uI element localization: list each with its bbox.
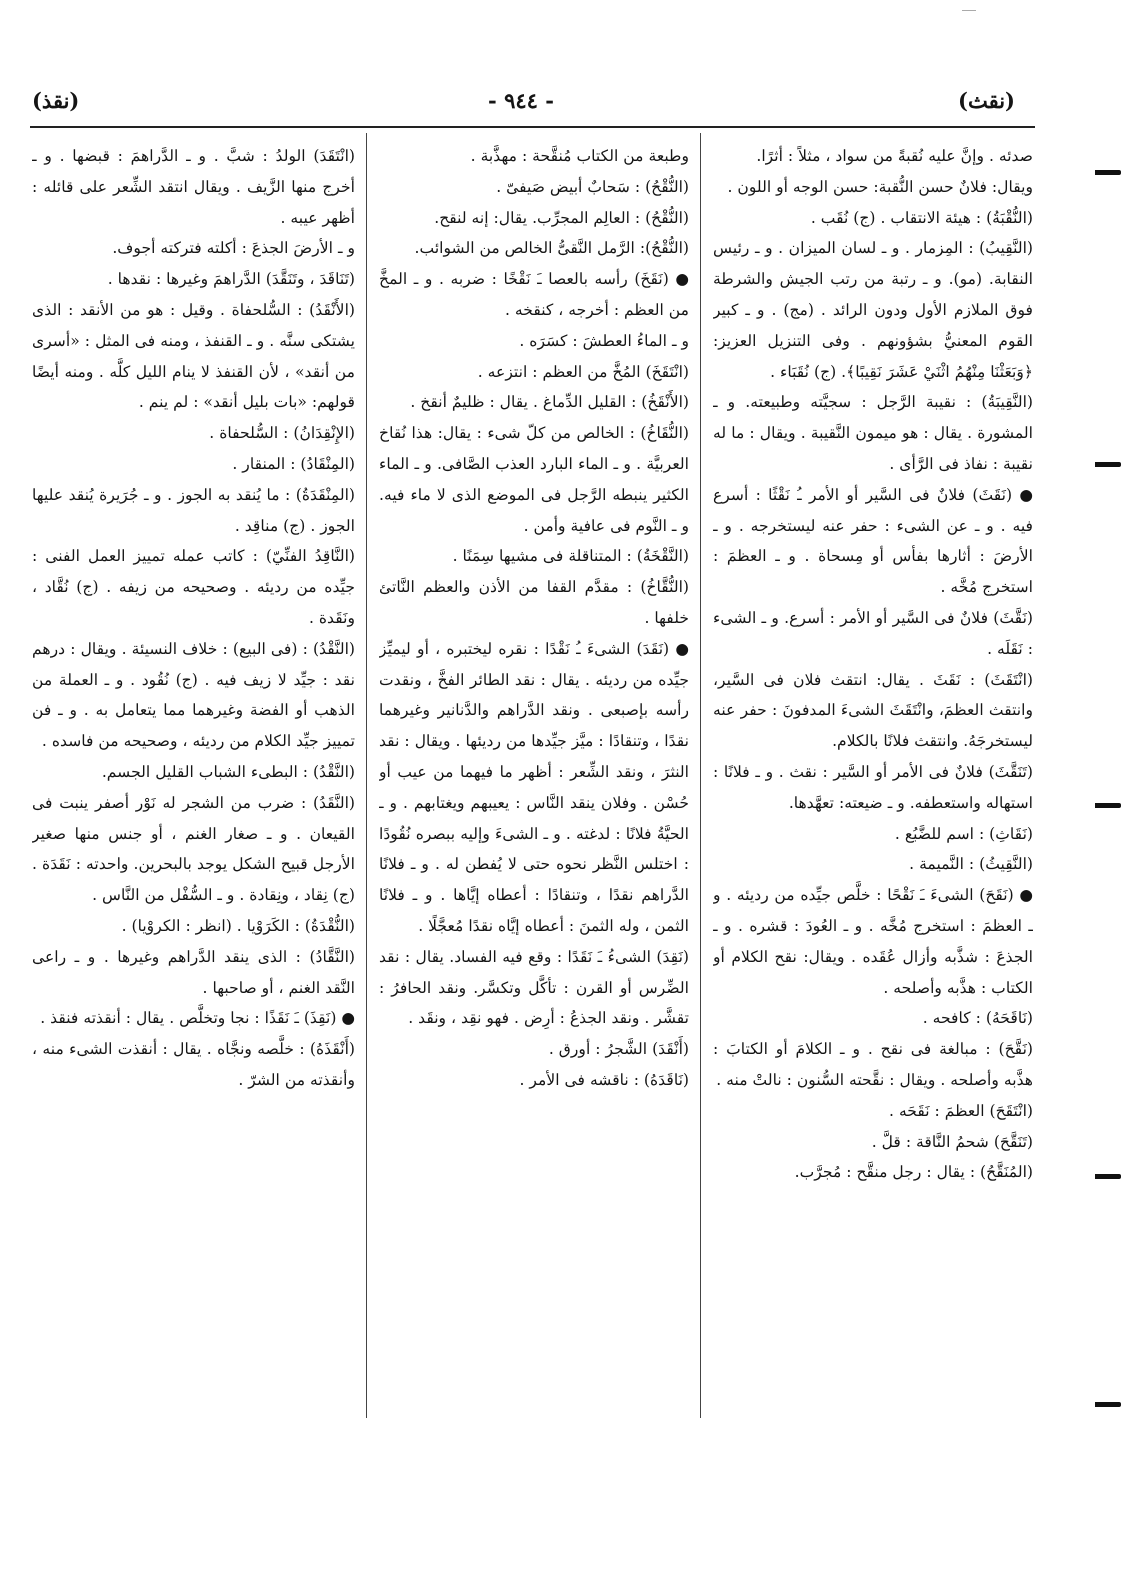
page-header — [0, 88, 1121, 124]
dictionary-entry: (انْتَقَخَ) المُخَّ من العظم : انتزعه . — [477, 362, 689, 381]
margin-marker — [1095, 1174, 1121, 1179]
dictionary-entry: (أَنْقَذَهُ) : خلَّصه ونجَّاه . يقال : أنقذت الشىء منه ، وأنقذته من الشرّ . — [32, 1040, 355, 1089]
dictionary-entry: (النَّقِيبَةُ) : نقيبة الرَّجل : سجيَّته وطبيعته. و ـ المشورة . يقال : هو ميمون النَّقيبة . ويقال : ما له نقيبة : نفاذ فى الرَّأى . — [713, 393, 1033, 473]
dictionary-entry: (النَّقِيبُ) : المِزمار . و ـ لسان الميزان . و ـ رئيس النقابة. (مو). و ـ رتبة من رتب الجيش والشرطة فوق الملازم الأول ودون الرائد . (مج) . و ـ كبير القوم المعنيُّ بشؤونهم . وفى التنزيل العزيز: ﴿وَبَعَثْنَا مِنْهُمُ اثْنَيْ عَشَرَ نَقِيبًا﴾. (ج) نُقَبَاء . — [713, 239, 1033, 381]
dictionary-entry: (تَنَقَّثَ) فلانٌ فى الأمر أو السَّير : نقث . و ـ فلانًا : استهاله واستعطفه. و ـ ضيعته: تعهَّدها. — [713, 762, 1033, 812]
dictionary-entry: (نَقَاثِ) : اسم للضَّبُع . — [894, 824, 1033, 843]
margin-marker — [1095, 803, 1121, 808]
dictionary-entry: (المِنْقَدَةُ) : ما يُنقد به الجوز . و ـ جُرَيرة يُنقد عليها الجوز . (ج) مناقِد . — [32, 485, 355, 535]
dictionary-entry: ● (نَقَخَ) رأسه بالعصا ـَ نَقْخًا : ضربه . و ـ المخَّ من العظم : أخرجه ، كنقخه . — [379, 270, 689, 319]
dictionary-entry: (النَّقَّادُ) : الذى ينقد الدَّراهم وغيرها . و ـ راعى النَّقد الغنم ، أو صاحبها . — [32, 947, 355, 997]
dictionary-entry: (النُّقْدَةُ) : الكَرَوْيا . (انظر : الكروْيا) . — [121, 916, 355, 935]
column-divider-1 — [700, 133, 702, 1418]
dictionary-entry: ويقال: فلانٌ حسن النُّقبة: حسن الوجه أو اللون . — [727, 177, 1033, 196]
dictionary-entry: ● (نَقَثَ) فلانٌ فى السَّير أو الأمر ـُ نَقْثًا : أسرع فيه . و ـ عن الشىء : حفر عنه ليستخرجه . و ـ الأرضَ : أثارها بفأس أو مِسحاة . و ـ العظمَ : استخرج مُخَّه . — [713, 485, 1033, 597]
dictionary-entry: (أَنْقَدَ) الشَّجرُ : أورق . — [548, 1040, 689, 1059]
dictionary-entry: وطبعة من الكتاب مُنقَّحة : مهذَّبة . — [470, 147, 689, 165]
dictionary-entry: (نَقَّحَ) : مبالغة فى نقح . و ـ الكلامَ أو الكتابَ : هذَّبه وأصلحه . ويقال : نقَّحته السُّنون : نالتْ منه . — [713, 1040, 1033, 1089]
dictionary-entry: (النَّقْدُ) : (فى البيع) : خلاف النسيئة . ويقال : درهم نقد : جيِّد لا زيف فيه . (ج) نُقُود . و ـ العملة من الذهب أو الفضة وغيرهما مما يتعامل به . و ـ فن تمييز جيِّد الكلام من رديئه ، وصحيحه من فاسده . — [32, 639, 355, 751]
header-rule — [30, 126, 1035, 128]
dictionary-entry: (النَّقِيثُ) : النَّميمة . — [909, 855, 1033, 874]
margin-marker — [1095, 1402, 1121, 1407]
corner-tick — [962, 0, 976, 11]
dictionary-entry: (انْتَقَحَ) العظمَ : نَقَحَه . — [889, 1101, 1033, 1120]
dictionary-entry: (الإِنْقِدَانُ) : السُّلحفاة . — [209, 424, 355, 443]
dictionary-entry: (النَّقْخَةُ) : المتناقلة فى مشيها سِمَنًا . — [452, 547, 689, 566]
dictionary-entry: ● (نَقَدَ) الشىءَ ـُ نَقْدًا : نقره ليختبره ، أو ليميِّز جيِّده من رديئه . يقال : نقد الطائر الفخَّ ، ونقدت رأسه بإصبعى . ونقد الدَّراهم والدَّنانير وغيرهما نقدًا ، وتنقادًا : ميَّز جيِّدها من رديئها . ويقال : نقد النثرَ ، ونقد الشِّعر : أظهر ما فيهما من عيب أو حُسْن . وفلان ينقد النَّاس : يعيبهم ويغتابهم . و ـ الحيَّةُ فلانًا : لدغته . و ـ الشىءَ وإليه ببصره نُقُودًا : اختلس النَّظر نحوه حتى لا يُفطن له . و ـ فلانًا الدَّراهم نقدًا ، وتنقادًا : أعطاه إيَّاها . و ـ فلانًا الثمن ، وله الثمنَ : أعطاه إيَّاه نقدًا مُعجَّلًا . — [379, 639, 689, 935]
running-head-right: (نقث) — [958, 88, 1015, 113]
dictionary-entry: (المِنْقَادُ) : المنقار . — [232, 454, 355, 473]
column-left — [32, 141, 355, 1413]
dictionary-entry: (النُّقْحُ) : سَحابٌ أبيض صَيفىّ . — [496, 177, 689, 196]
dictionary-entry: (النُّقَّاخُ) : مقدَّم القفا من الأذن والعظم النَّاتئ خلفها . — [379, 578, 689, 627]
margin-marker — [1095, 170, 1121, 175]
dictionary-entry: صدئه . وإنَّ عليه نُقبةً من سواد ، مثلاً : أثرًا. — [756, 147, 1033, 165]
dictionary-entry: (الأَنْقَدُ) : السُّلحفاة . وقيل : هو من الأنقد : الذى يشتكى سنَّه . و ـ القنفذ ، ومنه فى المثل : «أسرى من أنقد» ، لأن القنفذ لا ينام الليل كلَّه . ومنه أيضًا قولهم: «بات بليل أنقد» : لم ينم . — [32, 300, 355, 412]
dictionary-entry: (نَقِدَ) الشىءُ ـَ نَقَدًا : وقع فيه الفساد. يقال : نقد الضِّرس أو القرن : تأكَّل وتكسَّر. ونقد الحافرُ : تقشَّر . ونقد الجذعُ : أرِض . فهو نقِد ، ونقَد . — [379, 947, 689, 1028]
dictionary-entry: (نَاقَحَهُ) : كافحه . — [922, 1009, 1033, 1028]
dictionary-entry: (انْتَقَثَ) : نَقَثَ . يقال: انتقث فلان فى السَّير، وانتقث العظمَ، وانْتَقَثَ الشىءَ المدفونَ : حفر عنه ليستخرجَهُ. وانتقث فلانًا بالكلام. — [713, 670, 1033, 751]
column-divider-2 — [366, 133, 368, 1418]
column-middle — [379, 141, 689, 1413]
dictionary-entry: (نَقَّثَ) فلانٌ فى السَّير أو الأمر : أسرع. و ـ الشىء : نَقَلَه . — [713, 608, 1033, 658]
dictionary-entry: (النُّقْبَةُ) : هيئة الانتقاب . (ج) نُقَب . — [810, 208, 1033, 227]
margin-marker — [1095, 462, 1121, 467]
dictionary-entry: (تَنَقَّحَ) شحمُ النَّاقة : قلَّ . — [871, 1132, 1033, 1151]
dictionary-entry: (النُّقَاخُ) : الخالص من كلّ شىء : يقال: هذا نُقاخ العربيَّة . و ـ الماء البارد العذب الصَّافى. و ـ الماء الكثير ينبطه الرَّجل فى الموضع الذى لا ماء فيه. و ـ النَّوم فى عافية وأمن . — [379, 424, 689, 535]
dictionary-entry: و ـ الماءُ العطشَ : كسَرَه . — [519, 331, 689, 350]
dictionary-entry: (النَّاقِدُ الفنِّيّ) : كاتب عمله تمييز العمل الفنى : جيِّده من رديئه . وصحيحه من زيفه . (ج) نُقَّاد ، ونَقَدة . — [32, 547, 355, 627]
dictionary-entry: (تَنَاقَدَ ، وتَنَقَّدَ) الدَّراهمَ وغيرها : نقدها . — [107, 270, 355, 289]
dictionary-entry: (نَاقَدَهُ) : ناقشه فى الأمر . — [519, 1070, 689, 1089]
dictionary-entry: (الأَنْقَخُ) : القليل الدِّماغ . يقال : ظليمٌ أنقخ . — [410, 393, 689, 412]
dictionary-entry: (النَّقَدُ) : ضرب من الشجر له نَوْر أصفر ينبت فى القيعان . و ـ صغار الغنم ، أو جنس منها صغير الأرجل قبيح الشكل يوجد بالبحرين. واحدته : نَقَدَة . (ج) نِقاد ، ونِقادة . و ـ السُّفْل من النَّاس . — [32, 793, 355, 905]
dictionary-entry: (انْتَقَدَ) الولدُ : شبَّ . و ـ الدَّراهمَ : قبضها . و ـ أخرج منها الزَّيف . ويقال انتقد الشِّعر على قائله : أظهر عيبه . — [32, 147, 355, 227]
dictionary-entry: (النُّقْحُ) : العالِم المجرِّب. يقال: إنه لنقح. — [434, 208, 689, 227]
dictionary-entry: (النَّقْدُ) : البطىء الشباب القليل الجسم. — [101, 762, 355, 781]
dictionary-entry: ● (نَقَحَ) الشىءَ ـَ نَقْحًا : خلَّص جيِّده من رديئه . و ـ العظمَ : استخرج مُخَّه . و ـ العُودَ : قشره . و ـ الجذعَ : شذَّبه وأزال عُقَده . ويقال: نقح الكلام أو الكتاب : هذَّبه وأصلحه . — [713, 886, 1033, 997]
dictionary-entry: (المُنَقَّحُ) : يقال : رجل منقَّح : مُجرَّب. — [794, 1163, 1033, 1182]
dictionary-entry: و ـ الأرضَ الجذعَ : أكلته فتركته أجوف. — [112, 239, 355, 258]
column-right — [713, 141, 1033, 1413]
running-head-left: (نقذ) — [32, 88, 80, 113]
page-number: - ٩٤٤ - — [488, 88, 554, 113]
dictionary-entry: ● (نَقِذَ) ـَ نَقَذًا : نجا وتخلَّص . يقال : أنقذته فنقذ . — [40, 1009, 355, 1028]
dictionary-entry: (النُّقْحُ): الرَّمل النَّقىُّ الخالص من الشوائب. — [414, 239, 689, 258]
